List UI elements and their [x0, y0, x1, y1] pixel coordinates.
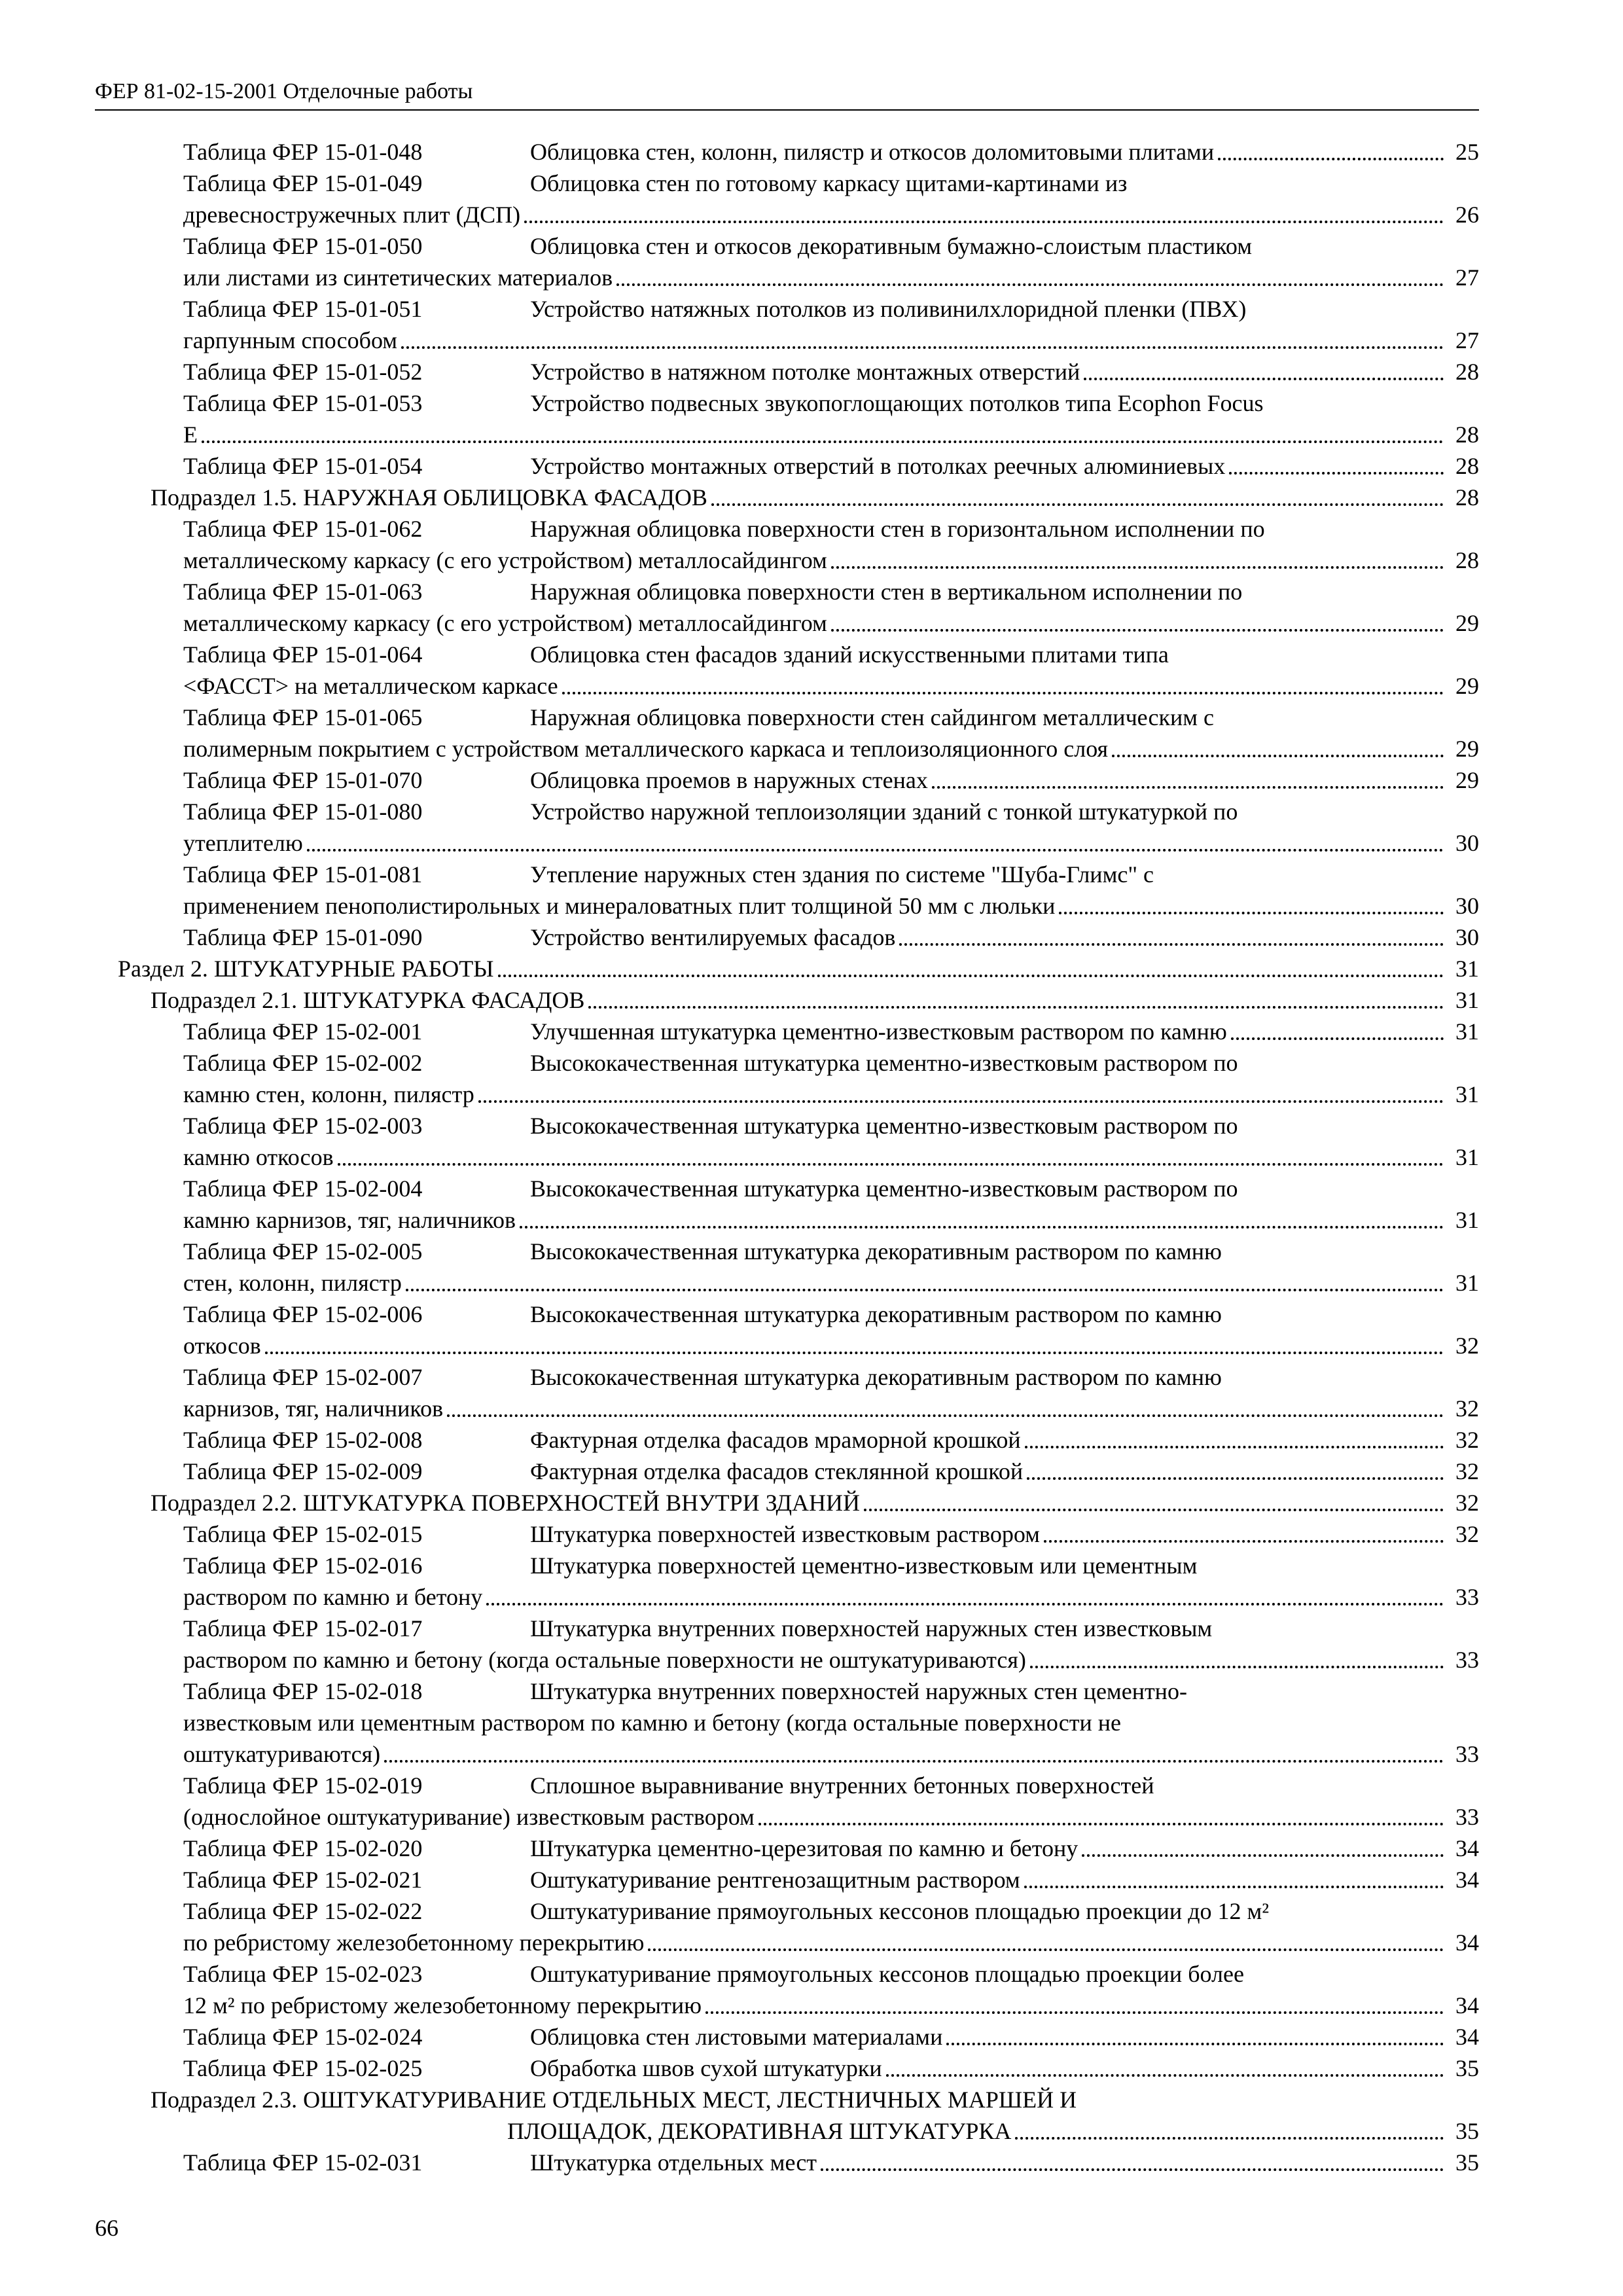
- toc-entry[interactable]: [118, 796, 1479, 859]
- dot-leader: [478, 1098, 1444, 1103]
- dot-leader: [447, 1412, 1444, 1417]
- toc-entry-title: Раздел 2. ШТУКАТУРНЫЕ РАБОТЫ: [118, 956, 494, 982]
- toc-page-number: 32: [1455, 1458, 1479, 1484]
- toc-entry-title: Высококачественная штукатурка цементно-известковым раствором по: [530, 1113, 1238, 1139]
- toc-page-number: 30: [1455, 893, 1479, 919]
- toc-table-code: Таблица ФЕР 15-01-048: [183, 139, 423, 165]
- toc-table-code: Таблица ФЕР 15-01-064: [183, 641, 423, 668]
- toc-table-code: Таблица ФЕР 15-01-049: [183, 170, 423, 196]
- toc-table-code: Таблица ФЕР 15-01-070: [183, 767, 423, 793]
- toc-entry[interactable]: [118, 2053, 1479, 2084]
- toc-line: [118, 1456, 1479, 1487]
- dot-leader: [932, 783, 1444, 789]
- toc-page-number: 33: [1455, 1804, 1479, 1830]
- toc-entry[interactable]: [118, 859, 1479, 922]
- dot-leader: [401, 344, 1444, 349]
- toc-entry[interactable]: [118, 168, 1479, 230]
- toc-entry[interactable]: [118, 1613, 1479, 1676]
- toc-entry-title: E: [183, 422, 198, 448]
- toc-table-code: Таблица ФЕР 15-01-051: [183, 296, 423, 322]
- toc-table-code: Таблица ФЕР 15-02-007: [183, 1364, 423, 1390]
- toc-entry-title: Подраздел 2.2. ШТУКАТУРКА ПОВЕРХНОСТЕЙ ВНУТРИ ЗДАНИЙ: [151, 1490, 861, 1516]
- toc-entry-title: стен, колонн, пилястр: [183, 1270, 402, 1296]
- toc-entry-title: Обработка швов сухой штукатурки: [530, 2055, 882, 2081]
- toc-entry-title: гарпунным способом: [183, 327, 398, 353]
- toc-page-number: 25: [1455, 139, 1479, 165]
- toc-line: [118, 136, 1479, 168]
- toc-table-code: Таблица ФЕР 15-01-062: [183, 516, 423, 542]
- running-header: ФЕР 81-02-15-2001 Отделочные работы: [95, 79, 473, 103]
- dot-leader: [1084, 375, 1444, 380]
- toc-table-code: Таблица ФЕР 15-02-006: [183, 1301, 423, 1327]
- page-number: 66: [95, 2215, 118, 2241]
- toc-entry-title: карнизов, тяг, наличников: [183, 1395, 444, 1422]
- toc-page-number: 34: [1455, 1929, 1479, 1956]
- toc-entry[interactable]: [118, 576, 1479, 639]
- toc-page-number: 30: [1455, 830, 1479, 856]
- toc-page-number: 35: [1455, 2149, 1479, 2176]
- dot-leader: [1231, 1035, 1444, 1040]
- toc-entry[interactable]: [118, 1236, 1479, 1299]
- dot-leader: [864, 1506, 1444, 1511]
- toc-entry[interactable]: [118, 1895, 1479, 1958]
- toc-entry-title: применением пенополистирольных и минераловатных плит толщиной 50 мм с люльки: [183, 893, 1056, 919]
- header-rule: [95, 109, 1479, 111]
- toc-entry[interactable]: [118, 1047, 1479, 1110]
- toc-line: [118, 199, 1479, 230]
- toc-entry-title: Штукатурка поверхностей цементно-известковым или цементным: [530, 1552, 1198, 1579]
- toc-entry-title: Наружная облицовка поверхности стен в вертикальном исполнении по: [530, 579, 1243, 605]
- toc-line: [118, 670, 1479, 702]
- dot-leader: [1024, 1883, 1444, 1888]
- toc-line: [118, 1299, 1479, 1330]
- toc-table-code: Таблица ФЕР 15-01-090: [183, 924, 423, 950]
- toc-entry-title: Облицовка стен фасадов зданий искусственными плитами типа: [530, 641, 1169, 668]
- toc-entry[interactable]: [118, 387, 1479, 450]
- toc-table-code: Таблица ФЕР 15-01-050: [183, 233, 423, 259]
- toc-line: [118, 1361, 1479, 1393]
- toc-page-number: 33: [1455, 1647, 1479, 1673]
- toc-page-number: 30: [1455, 924, 1479, 950]
- toc-line: [118, 1047, 1479, 1079]
- toc-page-number: 33: [1455, 1741, 1479, 1767]
- toc-page-number: 29: [1455, 736, 1479, 762]
- toc-page-number: 29: [1455, 610, 1479, 636]
- toc-page-number: 31: [1455, 956, 1479, 982]
- toc-table-code: Таблица ФЕР 15-01-081: [183, 861, 423, 888]
- toc-table-code: Таблица ФЕР 15-02-022: [183, 1898, 423, 1924]
- toc-line: [118, 1141, 1479, 1173]
- toc-page-number: 35: [1455, 2055, 1479, 2081]
- toc-table-code: Таблица ФЕР 15-02-018: [183, 1678, 423, 1704]
- dot-leader: [1218, 155, 1444, 160]
- toc-entry-title: по ребристому железобетонному перекрытию: [183, 1929, 645, 1956]
- dot-leader: [1025, 1443, 1444, 1448]
- toc-table-code: Таблица ФЕР 15-02-003: [183, 1113, 423, 1139]
- toc-line: [118, 1518, 1479, 1550]
- toc-page-number: 31: [1455, 1018, 1479, 1045]
- toc-page-number: 34: [1455, 1992, 1479, 2018]
- toc-line: [118, 168, 1479, 199]
- toc-entry-title: Устройство вентилируемых фасадов: [530, 924, 896, 950]
- toc-line: [118, 2021, 1479, 2053]
- dot-leader: [406, 1286, 1444, 1291]
- toc-entry[interactable]: [118, 1487, 1479, 1518]
- toc-entry-title: Фактурная отделка фасадов мраморной крошкой: [530, 1427, 1021, 1453]
- toc-line: [118, 1267, 1479, 1299]
- toc-entry[interactable]: [118, 136, 1479, 168]
- toc-entry-title: Сплошное выравнивание внутренних бетонных поверхностей: [530, 1772, 1154, 1799]
- dot-leader: [1112, 752, 1444, 757]
- toc-table-code: Таблица ФЕР 15-02-023: [183, 1961, 423, 1987]
- toc-page-number: 29: [1455, 673, 1479, 699]
- toc-line: [118, 293, 1479, 325]
- toc-page-number: 35: [1455, 2118, 1479, 2144]
- toc-entry-title: <ФАССТ> на металлическом каркасе: [183, 673, 558, 699]
- toc-line: [118, 1236, 1479, 1267]
- toc-table-code: Таблица ФЕР 15-01-053: [183, 390, 423, 416]
- toc-line: [118, 733, 1479, 764]
- toc-line: [118, 1487, 1479, 1518]
- dot-leader: [831, 564, 1444, 569]
- toc-line: [118, 576, 1479, 607]
- dot-leader: [498, 972, 1444, 977]
- dot-leader: [486, 1600, 1444, 1605]
- toc-entry-title: Штукатурка внутренних поверхностей наружных стен известковым: [530, 1615, 1213, 1641]
- toc-entry[interactable]: [118, 1833, 1479, 1864]
- dot-leader: [831, 626, 1444, 632]
- toc-line: [118, 1424, 1479, 1456]
- toc-entry[interactable]: [118, 922, 1479, 953]
- toc-entry-title: камню карнизов, тяг, наличников: [183, 1207, 516, 1233]
- toc-entry-title: Облицовка стен по готовому каркасу щитами-картинами из: [530, 170, 1128, 196]
- toc-line: [118, 1079, 1479, 1110]
- toc-page-number: 31: [1455, 1207, 1479, 1233]
- toc-line: [118, 607, 1479, 639]
- dot-leader: [1082, 1852, 1444, 1857]
- toc-entry-title: Оштукатуривание прямоугольных кессонов площадью проекции до 12 м²: [530, 1898, 1270, 1924]
- toc-line: [118, 796, 1479, 827]
- toc-entry[interactable]: [118, 293, 1479, 356]
- toc-entry-title: 12 м² по ребристому железобетонному перекрытию: [183, 1992, 702, 2018]
- dot-leader: [1229, 469, 1444, 475]
- toc-entry-title: утеплителю: [183, 830, 303, 856]
- dot-leader: [588, 1003, 1444, 1009]
- dot-leader: [265, 1349, 1444, 1354]
- dot-leader: [758, 1820, 1444, 1825]
- toc-entry-title: Высококачественная штукатурка декоративным раствором по камню: [530, 1238, 1222, 1265]
- toc-page-number: 34: [1455, 1835, 1479, 1861]
- toc-line: [118, 1738, 1479, 1770]
- dot-leader: [886, 2072, 1444, 2077]
- toc-line: [118, 702, 1479, 733]
- toc-entry-title: известковым или цементным раствором по камню и бетону (когда остальные поверхности не: [183, 1710, 1121, 1736]
- toc-line: [118, 1895, 1479, 1927]
- toc-line: [118, 1173, 1479, 1204]
- dot-leader: [1027, 1475, 1444, 1480]
- toc-page-number: 29: [1455, 767, 1479, 793]
- toc-entry[interactable]: [118, 1958, 1479, 2021]
- toc-entry-title: Штукатурка поверхностей известковым раствором: [530, 1521, 1040, 1547]
- dot-leader: [711, 501, 1444, 506]
- toc-entry-title: Устройство в натяжном потолке монтажных отверстий: [530, 359, 1080, 385]
- toc-table-code: Таблица ФЕР 15-02-008: [183, 1427, 423, 1453]
- toc-table-code: Таблица ФЕР 15-01-054: [183, 453, 423, 479]
- toc-entry-title: Высококачественная штукатурка декоративным раствором по камню: [530, 1364, 1222, 1390]
- toc-line: [118, 450, 1479, 482]
- toc-line: [118, 890, 1479, 922]
- toc-page-number: 32: [1455, 1490, 1479, 1516]
- toc-line: [118, 1990, 1479, 2021]
- toc-entry-title: Наружная облицовка поверхности стен в горизонтальном исполнении по: [530, 516, 1265, 542]
- toc-line: [118, 230, 1479, 262]
- toc-page-number: 34: [1455, 2024, 1479, 2050]
- toc-entry-title: Улучшенная штукатурка цементно-известковым раствором по камню: [530, 1018, 1227, 1045]
- toc-line: [118, 2084, 1479, 2115]
- toc-entry-title: Оштукатуривание прямоугольных кессонов площадью проекции более: [530, 1961, 1244, 1987]
- toc-page-number: 33: [1455, 1584, 1479, 1610]
- toc-line: [118, 827, 1479, 859]
- dot-leader: [307, 846, 1444, 852]
- toc-entry-title: раствором по камню и бетону: [183, 1584, 483, 1610]
- toc-entry-title: Подраздел 2.1. ШТУКАТУРКА ФАСАДОВ: [151, 987, 585, 1013]
- toc-table-code: Таблица ФЕР 15-01-065: [183, 704, 423, 730]
- toc-table-code: Таблица ФЕР 15-02-020: [183, 1835, 423, 1861]
- toc-page-number: 31: [1455, 1144, 1479, 1170]
- dot-leader: [384, 1757, 1444, 1763]
- toc-entry-title: Высококачественная штукатурка цементно-известковым раствором по: [530, 1050, 1238, 1076]
- dot-leader: [616, 281, 1444, 286]
- toc-line: [118, 1770, 1479, 1801]
- toc-page-number: 34: [1455, 1867, 1479, 1893]
- toc-entry-title: Высококачественная штукатурка декоративным раствором по камню: [530, 1301, 1222, 1327]
- toc-page-number: 28: [1455, 422, 1479, 448]
- toc-entry-title: Подраздел 1.5. НАРУЖНАЯ ОБЛИЦОВКА ФАСАДОВ: [151, 484, 707, 511]
- toc-entry-title: камню стен, колонн, пилястр: [183, 1081, 474, 1107]
- toc-line: [118, 513, 1479, 545]
- toc-entry-title: Фактурная отделка фасадов стеклянной крошкой: [530, 1458, 1024, 1484]
- toc-entry-title: камню откосов: [183, 1144, 334, 1170]
- toc-table-code: Таблица ФЕР 15-02-015: [183, 1521, 423, 1547]
- toc-page-number: 27: [1455, 327, 1479, 353]
- toc-table-code: Таблица ФЕР 15-01-052: [183, 359, 423, 385]
- toc-line: [118, 387, 1479, 419]
- toc-line: [118, 1581, 1479, 1613]
- toc-table-code: Таблица ФЕР 15-02-009: [183, 1458, 423, 1484]
- toc-line: [118, 1330, 1479, 1361]
- toc-page-number: 32: [1455, 1427, 1479, 1453]
- toc-table-code: Таблица ФЕР 15-02-016: [183, 1552, 423, 1579]
- toc-table-code: Таблица ФЕР 15-02-001: [183, 1018, 423, 1045]
- toc-entry[interactable]: [118, 2147, 1479, 2178]
- toc-line: [118, 419, 1479, 450]
- toc-entry[interactable]: [118, 1424, 1479, 1456]
- toc-entry-title: Штукатурка внутренних поверхностей наружных стен цементно-: [530, 1678, 1187, 1704]
- toc-line: [118, 545, 1479, 576]
- dot-leader: [705, 2009, 1444, 2014]
- toc-entry-title: металлическому каркасу (с его устройством) металлосайдингом: [183, 610, 827, 636]
- dot-leader: [1030, 1663, 1444, 1668]
- toc-entry[interactable]: [118, 482, 1479, 513]
- toc-entry[interactable]: [118, 953, 1479, 984]
- toc-table-code: Таблица ФЕР 15-02-025: [183, 2055, 423, 2081]
- toc-entry[interactable]: [118, 639, 1479, 702]
- toc-line: [118, 1613, 1479, 1644]
- toc-page-number: 26: [1455, 202, 1479, 228]
- toc-page-number: 28: [1455, 359, 1479, 385]
- toc-entry[interactable]: [118, 1550, 1479, 1613]
- dot-leader: [338, 1160, 1444, 1166]
- toc-page-number: 32: [1455, 1521, 1479, 1547]
- toc-line: [118, 1927, 1479, 1958]
- toc-entry-title: металлическому каркасу (с его устройством) металлосайдингом: [183, 547, 827, 573]
- toc-line: [118, 922, 1479, 953]
- toc-line: [118, 2115, 1479, 2147]
- toc-table-code: Таблица ФЕР 15-02-005: [183, 1238, 423, 1265]
- toc-line: [118, 984, 1479, 1016]
- toc-entry-title: или листами из синтетических материалов: [183, 264, 613, 291]
- toc-table-code: Таблица ФЕР 15-02-002: [183, 1050, 423, 1076]
- toc-line: [118, 2147, 1479, 2178]
- toc-page-number: 31: [1455, 987, 1479, 1013]
- dot-leader: [524, 218, 1444, 223]
- toc-table-code: Таблица ФЕР 15-02-031: [183, 2149, 423, 2176]
- toc-page-number: 32: [1455, 1333, 1479, 1359]
- toc-line: [118, 1393, 1479, 1424]
- toc-entry[interactable]: [118, 1770, 1479, 1833]
- toc-line: [118, 1958, 1479, 1990]
- toc-entry[interactable]: [118, 1110, 1479, 1173]
- toc-entry[interactable]: [118, 1361, 1479, 1424]
- toc-line: [118, 953, 1479, 984]
- toc-table-code: Таблица ФЕР 15-02-017: [183, 1615, 423, 1641]
- toc-entry-title: раствором по камню и бетону (когда остальные поверхности не оштукатуриваются): [183, 1647, 1026, 1673]
- toc-line: [118, 1644, 1479, 1676]
- toc-entry[interactable]: [118, 2084, 1479, 2147]
- toc-entry-title: Устройство монтажных отверстий в потолках реечных алюминиевых: [530, 453, 1226, 479]
- toc-entry-title: Устройство наружной теплоизоляции зданий с тонкой штукатуркой по: [530, 798, 1238, 825]
- toc-entry[interactable]: [118, 1016, 1479, 1047]
- toc-table-code: Таблица ФЕР 15-02-004: [183, 1175, 423, 1202]
- toc-entry[interactable]: [118, 984, 1479, 1016]
- toc-entry-title: Штукатурка цементно-церезитовая по камню и бетону: [530, 1835, 1079, 1861]
- toc-page-number: 28: [1455, 453, 1479, 479]
- toc-entry[interactable]: [118, 1518, 1479, 1550]
- toc-entry-title: ПЛОЩАДОК, ДЕКОРАТИВНАЯ ШТУКАТУРКА: [507, 2118, 1012, 2144]
- toc-line: [118, 1801, 1479, 1833]
- toc-entry[interactable]: [118, 1299, 1479, 1361]
- toc-entry[interactable]: [118, 230, 1479, 293]
- toc-entry-title: Оштукатуривание рентгенозащитным раствором: [530, 1867, 1020, 1893]
- dot-leader: [946, 2040, 1444, 2045]
- toc-entry-title: Утепление наружных стен здания по системе "Шуба-Глимс" с: [530, 861, 1154, 888]
- toc-page-number: 28: [1455, 547, 1479, 573]
- toc-entry-title: полимерным покрытием с устройством металлического каркаса и теплоизоляционного слоя: [183, 736, 1109, 762]
- toc-page-number: 31: [1455, 1270, 1479, 1296]
- toc-entry-title: Высококачественная штукатурка цементно-известковым раствором по: [530, 1175, 1238, 1202]
- toc-line: [118, 2053, 1479, 2084]
- toc-entry-title: (однослойное оштукатуривание) известковым раствором: [183, 1804, 755, 1830]
- toc-entry[interactable]: [118, 450, 1479, 482]
- toc-table-code: Таблица ФЕР 15-02-024: [183, 2024, 423, 2050]
- toc-line: [118, 356, 1479, 387]
- toc-entry[interactable]: [118, 1173, 1479, 1236]
- toc-line: [118, 1204, 1479, 1236]
- toc-line: [118, 325, 1479, 356]
- dot-leader: [648, 1946, 1444, 1951]
- dot-leader: [520, 1223, 1444, 1229]
- dot-leader: [1015, 2134, 1444, 2140]
- toc-page-number: 27: [1455, 264, 1479, 291]
- toc-line: [118, 1833, 1479, 1864]
- toc-page-number: 32: [1455, 1395, 1479, 1422]
- toc-entry-title: Устройство натяжных потолков из поливинилхлоридной пленки (ПВХ): [530, 296, 1247, 322]
- toc-entry[interactable]: [118, 702, 1479, 764]
- dot-leader: [562, 689, 1444, 694]
- toc-line: [118, 1676, 1479, 1707]
- toc-page-number: 31: [1455, 1081, 1479, 1107]
- toc-entry[interactable]: [118, 356, 1479, 387]
- toc-entry-title: Подраздел 2.3. ОШТУКАТУРИВАНИЕ ОТДЕЛЬНЫХ МЕСТ, ЛЕСТНИЧНЫХ МАРШЕЙ И: [151, 2087, 1077, 2113]
- table-of-contents: [118, 136, 1479, 2178]
- toc-line: [118, 482, 1479, 513]
- dot-leader: [202, 438, 1444, 443]
- toc-line: [118, 1550, 1479, 1581]
- toc-entry-title: Облицовка стен листовыми материалами: [530, 2024, 943, 2050]
- toc-line: [118, 1864, 1479, 1895]
- toc-entry-title: откосов: [183, 1333, 261, 1359]
- toc-entry[interactable]: [118, 1864, 1479, 1895]
- dot-leader: [1059, 909, 1444, 914]
- toc-entry-title: Устройство подвесных звукопоглощающих потолков типа Ecophon Focus: [530, 390, 1264, 416]
- dot-leader: [899, 941, 1444, 946]
- toc-entry-title: Штукатурка отдельных мест: [530, 2149, 817, 2176]
- toc-entry-title: оштукатуриваются): [183, 1741, 381, 1767]
- toc-table-code: Таблица ФЕР 15-02-019: [183, 1772, 423, 1799]
- toc-line: [118, 1110, 1479, 1141]
- toc-entry[interactable]: [118, 513, 1479, 576]
- toc-table-code: Таблица ФЕР 15-01-063: [183, 579, 423, 605]
- dot-leader: [821, 2166, 1444, 2171]
- toc-entry[interactable]: [118, 764, 1479, 796]
- toc-entry-title: древесностружечных плит (ДСП): [183, 202, 521, 228]
- toc-line: [118, 1707, 1479, 1738]
- toc-table-code: Таблица ФЕР 15-02-021: [183, 1867, 423, 1893]
- toc-entry-title: Облицовка стен и откосов декоративным бумажно-слоистым пластиком: [530, 233, 1253, 259]
- toc-line: [118, 1016, 1479, 1047]
- toc-table-code: Таблица ФЕР 15-01-080: [183, 798, 423, 825]
- toc-entry-title: Облицовка проемов в наружных стенах: [530, 767, 928, 793]
- toc-line: [118, 639, 1479, 670]
- toc-line: [118, 764, 1479, 796]
- toc-entry-title: Облицовка стен, колонн, пилястр и откосов доломитовыми плитами: [530, 139, 1215, 165]
- toc-entry[interactable]: [118, 1456, 1479, 1487]
- toc-entry[interactable]: [118, 1676, 1479, 1770]
- dot-leader: [1044, 1537, 1444, 1543]
- toc-line: [118, 859, 1479, 890]
- toc-entry-title: Наружная облицовка поверхности стен сайдингом металлическим с: [530, 704, 1215, 730]
- toc-entry[interactable]: [118, 2021, 1479, 2053]
- toc-page-number: 28: [1455, 484, 1479, 511]
- toc-line: [118, 262, 1479, 293]
